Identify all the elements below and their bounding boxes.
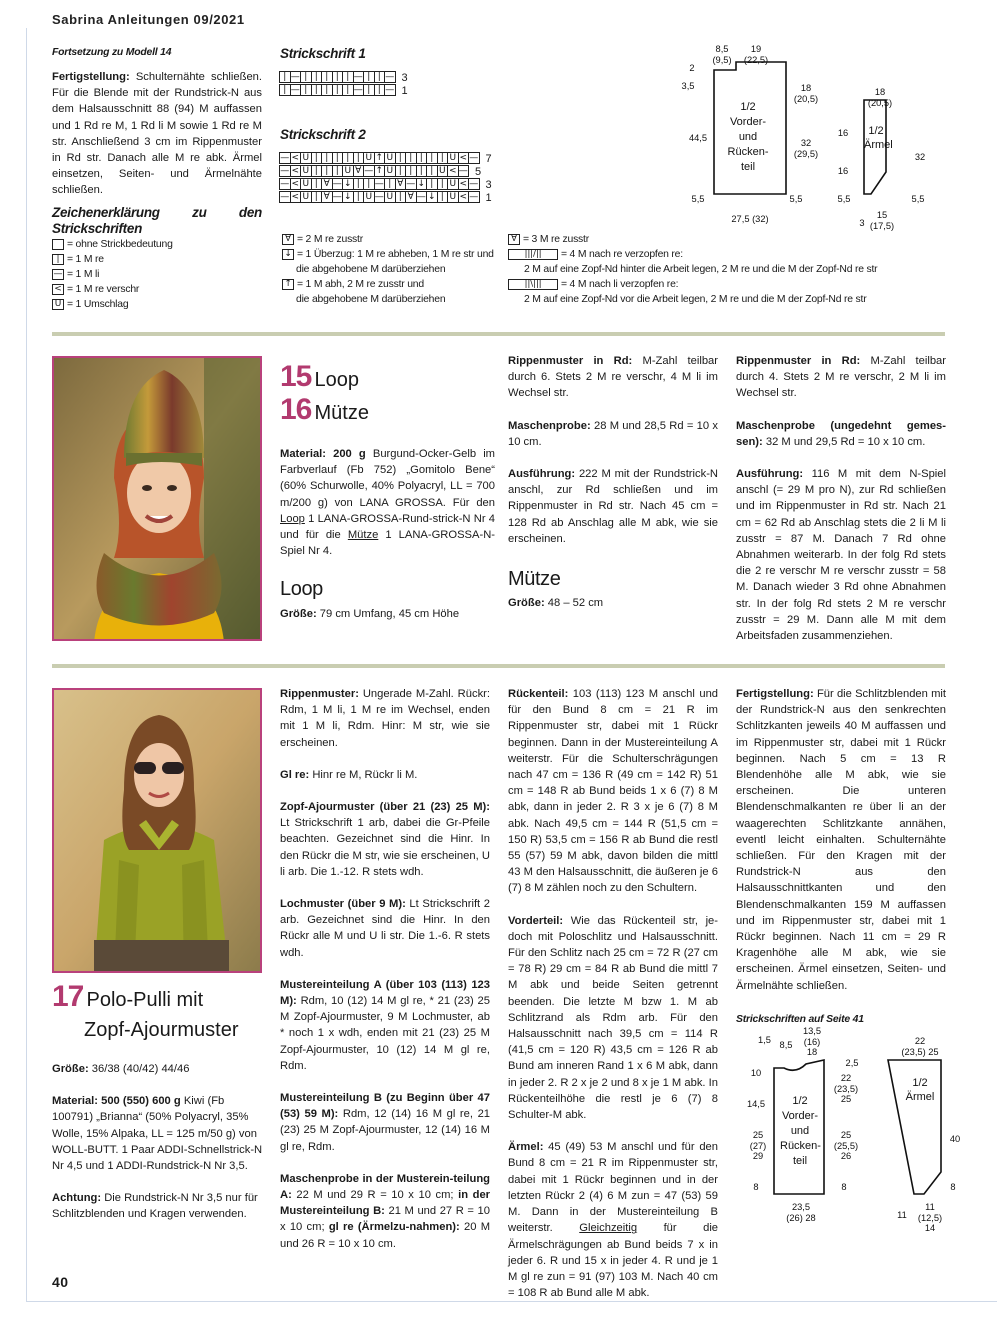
arrow-up-icon: ↑ bbox=[282, 279, 294, 290]
legend3-block bbox=[508, 232, 908, 307]
chart-cell: — bbox=[374, 179, 384, 190]
chart-cell: — bbox=[385, 72, 395, 83]
chart-cell: | bbox=[321, 71, 333, 83]
chart2-grid bbox=[280, 152, 496, 204]
chart-cell: — bbox=[469, 192, 479, 203]
chart-cell: U bbox=[342, 165, 354, 177]
dim-label: 25 (25,5) 26 bbox=[833, 1130, 859, 1161]
chart-cell: — bbox=[353, 85, 363, 96]
s15-loop-column bbox=[508, 353, 718, 611]
legend-sk2p: ↑ = 1 M abh, 2 M re zusstr und bbox=[282, 277, 522, 292]
chart-cell: — bbox=[280, 179, 290, 190]
dim-label: 11 bbox=[897, 1210, 907, 1220]
chart-cell: ↓ bbox=[417, 179, 426, 190]
legend-cable-right: |||/|| = 4 M nach re verzopfen re: bbox=[508, 247, 908, 262]
dim-label: 8,5 (9,5) bbox=[712, 44, 732, 65]
chart1-title: Strickschrift 1 bbox=[280, 46, 366, 61]
chart-cell: < bbox=[291, 192, 300, 203]
chart-cell: | bbox=[332, 84, 344, 96]
sleeve-text: Ärmel: 45 (49) 53 M anschl und für den Bund 8 cm = 21 R im Rippenmuster str, dabei mit 1 Rückr beginnen und in der letzten Rückr 2 (4) 6 M zun = 47 (53) 59 M. Dann in der Mustereinteilung B weiterstr. Gleichzeitig für die Ärmelschrägungen ab Bund beids 7 x in jeder 6. R und 15 x in jeder 4. R und je 1 M gl re zun = 91 (97) 103 M. Nach 40 cm = 108 R ab Bund alle M abk. bbox=[508, 1141, 719, 1300]
page-header: Sabrina Anleitungen 09/2021 bbox=[52, 12, 245, 27]
chart-cell: | bbox=[321, 84, 333, 96]
chart1-block bbox=[280, 46, 412, 97]
chart-row-number: 3 bbox=[485, 178, 492, 191]
cable-left-icon: ||\||| bbox=[508, 279, 558, 290]
chart-cell: U bbox=[384, 191, 396, 203]
chart-cell: — bbox=[364, 166, 374, 177]
chart-cell: | bbox=[321, 152, 333, 164]
continuation-column bbox=[52, 45, 262, 312]
s15-hat-column bbox=[736, 353, 946, 644]
page-number: 40 bbox=[52, 1274, 69, 1290]
finish-paragraph: Fertigstellung: Schulternähte schließen. Für die Blende mit der Rundstrick-N aus dem Halsausschnitt 88 (94) M auffassen und 1 Rd re M, 1 Rd li M sowie 1 Rd re M str. Anschließend 3 cm im Rippenmuster in Rd str. Danach alle M re abk. Ärmel einsetzen, Seiten- und Ärmelnähte schließen. bbox=[52, 71, 263, 197]
legend-cable-left-cont: 2 M auf eine Zopf-Nd vor die Arbeit legen, 2 M re und die M der Zopf-Nd re str bbox=[524, 294, 867, 305]
chart-cell: | bbox=[342, 84, 354, 96]
chart-cell: — bbox=[280, 192, 290, 203]
s17-gauge: Maschenprobe in der Musterein-teilung A: 22 M und 29 R = 10 x 10 cm; in der Mustereinteilung B: 21 M und 27 R = 10 x 10 cm; gl re (Ärmelzu-nahmen): 20 M und 26 R = 10 x 10 cm. bbox=[280, 1172, 491, 1250]
dim-label: 8 bbox=[841, 1182, 847, 1192]
s17-intro-column bbox=[52, 982, 267, 1223]
section-divider bbox=[52, 332, 945, 336]
chart-cell: | bbox=[279, 84, 291, 96]
s17-note: Achtung: Die Rundstrick-N Nr 3,5 nur für Schlitzblenden und Kragen verwenden. bbox=[52, 1192, 258, 1221]
stockinette: Gl re: Hinr re M, Rückr li M. bbox=[280, 768, 418, 781]
dim-label: 14,5 bbox=[746, 1099, 766, 1109]
dim-label: 25 (27) 29 bbox=[749, 1130, 767, 1161]
dim-label: 8 bbox=[950, 1182, 956, 1192]
rib-pattern: Rippenmuster: Ungerade M-Zahl. Rückr: Rdm, 1 M li, 1 M re im Wechsel, enden mit 1 M li, Rdm. Hinr: M str, wie sie erscheinen. bbox=[280, 688, 490, 749]
chart-cell: | bbox=[363, 178, 375, 190]
s15-title-column bbox=[280, 362, 495, 622]
chart-cell: — bbox=[280, 166, 290, 177]
dim-label: 32 bbox=[914, 152, 926, 162]
cable-right-icon: |||/|| bbox=[508, 249, 558, 260]
purl-stitch-icon: — bbox=[53, 269, 63, 280]
gauge-paragraph: Maschenprobe: 28 M und 28,5 Rd = 10 x 10 cm. bbox=[508, 419, 718, 448]
chart-cell: | bbox=[311, 191, 323, 203]
back-piece: Rückenteil: 103 (113) 123 M anschl und für den Bund 8 cm = 21 R im Rippenmuster str, dabei mit 1 Rückr beginnen. Dann in der Mustereinteilung A weiterstr. Für die Schulterschrägungen nach 47 cm = 136 R (49 cm = 142 R) 51 cm = 148 R ab Bund beids 1 x 6 (7) 8 M abk, dann in jeder 2. R 3 x je 6 (7) 8 M abk. Nach 49,5 cm = 144 R (51,5 cm = 150 R) 53,5 cm = 156 R ab Bund die restl 55 (57) 59 M abk, davon bilden die mittl 43 M den Halsausschnitt, die äußeren je 6 (7) 8 M zählen noch zu den Schultern. bbox=[508, 688, 719, 895]
s17-finish: Fertigstellung: Für die Schlitzblenden mit der Rundstrick-N aus den senkrechten Schlitzkanten jeweils 40 M auffassen und im Rippenmuster str, dabei mit 1 Rückr beginnen. Nach 5 cm = 13 R Blendenhöhe alle M abk, wie sie erscheinen. Die unteren Blendenschmalkanten re über li an der waagerechten Schlitzkante annähen, eventl leicht einhalten. Schulternähte schließen. Für den Kragen mit der Rundstrick-N aus den Halsausschnittkanten und den Blendenschmalkanten 159 M auffassen und im Rippenmuster str, dabei mit 1 Rückr beginnen. Nach 11 cm = 29 R Kragenhöhe alle M abk, wie sie erscheinen. Ärmel einsetzen, Seiten- und Ärmelnähte schließen. bbox=[736, 688, 947, 992]
dim-label: 19 (22,5) bbox=[743, 44, 769, 65]
chart-cell: | bbox=[353, 178, 365, 190]
dim-label: 15 (17,5) bbox=[869, 210, 895, 231]
chart-row bbox=[280, 84, 412, 97]
chart-cell: ∀ bbox=[405, 191, 417, 203]
chart-cell: | bbox=[395, 191, 407, 203]
chart-cell: | bbox=[311, 71, 323, 83]
exec2-paragraph: Ausführung: 116 M mit dem N-Spiel anschl (= 29 M pro N), zur Rd schließen und im Rippenmuster in Rd str. Nach 21 cm = 62 Rd ab Anschlag stets die 2 li M li zusstr = 87 M. Danach 7 Rd ohne Abnahmen weiterarb. In der folg Rd stets die 2 re verschr M re verschr zusstr = 58 M. Danach wieder 3 Rd ohne Abnahmen str. In der folg Rd stets 2 M re verschr zusstr = 29 M. Dann alle M mit dem Arbeitsfaden zusammenziehen. bbox=[736, 468, 947, 643]
chart-cell: | bbox=[332, 165, 344, 177]
s17-col2 bbox=[280, 686, 490, 1252]
chart-cell: < bbox=[459, 153, 468, 164]
legend-yarnover: U = 1 Umschlag bbox=[52, 297, 262, 312]
chart-cell: | bbox=[332, 152, 344, 164]
title-17-line2: Zopf-Ajourmuster bbox=[84, 1019, 239, 1041]
chart-row-number: 5 bbox=[475, 165, 482, 178]
chart-cell: | bbox=[311, 165, 323, 177]
arrow-down-icon: ↓ bbox=[282, 249, 294, 260]
title-17: 17 Polo-Pulli mit bbox=[52, 980, 204, 1013]
chart-cell: — bbox=[332, 192, 342, 203]
k2tog-icon: ∀ bbox=[282, 234, 294, 245]
eyelet-pattern: Lochmuster (über 9 M): Lt Strickschrift 2 arb. Gezeichnet sind die Hinr. In den Rückr alle M und U li str. Die 1.-6. R stets wdh. bbox=[280, 898, 490, 959]
knit-stitch-icon: | bbox=[52, 254, 64, 265]
dim-label: 3,5 bbox=[681, 81, 695, 91]
title-15: 15 Loop bbox=[280, 360, 359, 393]
chart-cell: — bbox=[469, 153, 479, 164]
sleeve-piece-label: 1/2 Ärmel bbox=[864, 125, 893, 151]
sleeve-piece-label-2: 1/2 Ärmel bbox=[905, 1077, 935, 1103]
hat-title: Mütze bbox=[508, 568, 561, 591]
dim-label: 22 (23,5) 25 bbox=[833, 1073, 859, 1104]
chart-cell: U bbox=[384, 152, 396, 164]
woman-pullover-image bbox=[54, 690, 262, 973]
photo-polo-pullover bbox=[52, 688, 262, 973]
chart-row bbox=[280, 191, 496, 204]
chart-cell: | bbox=[363, 84, 375, 96]
chart-cell: < bbox=[291, 179, 300, 190]
dim-label: 5,5 bbox=[691, 194, 705, 204]
chart-cell: — bbox=[353, 72, 363, 83]
chart-cell: < bbox=[291, 166, 300, 177]
title-16: 16 Mütze bbox=[280, 393, 369, 426]
dim-label: 44,5 bbox=[688, 133, 708, 143]
woman-loop-image bbox=[54, 358, 262, 641]
dim-label: 5,5 bbox=[911, 194, 925, 204]
chart-cell: U bbox=[437, 165, 449, 177]
chart-cell: | bbox=[384, 178, 396, 190]
s17-material: Material: 500 (550) 600 g Kiwi (Fb 100791) „Brianna“ (50% Polyacryl, 35% Wolle, 15% Alpaka, LL = 125 m/50 g) von WOLL-BUTT. 1 Paar ADDI-Schnellstrick-N Nr 4,5 und 1 ADDI-Rundstrick-N Nr 3,5. bbox=[52, 1095, 263, 1173]
legend2-block bbox=[282, 232, 522, 307]
chart-reference: Strickschriften auf Seite 41 bbox=[736, 1013, 864, 1025]
legend-empty: = ohne Strickbedeutung bbox=[52, 237, 262, 252]
dim-label: 13,5 (16) 18 bbox=[802, 1026, 822, 1057]
dim-label: 3 bbox=[859, 218, 865, 228]
chart-cell: — bbox=[469, 179, 479, 190]
dim-label: 27,5 (32) bbox=[731, 214, 769, 224]
chart-cell: | bbox=[374, 84, 386, 96]
dim-label: 2,5 bbox=[845, 1058, 859, 1068]
chart-cell: ∀ bbox=[353, 165, 365, 177]
gauge2-paragraph: Maschenprobe (ungedehnt gemes-sen): 32 M und 29,5 Rd = 10 x 10 cm. bbox=[736, 419, 946, 448]
loop-title: Loop bbox=[280, 578, 323, 601]
chart-cell: | bbox=[311, 84, 323, 96]
chart-cell: ↓ bbox=[343, 179, 352, 190]
legend-cable-left: ||\||| = 4 M nach li verzopfen re: bbox=[508, 277, 908, 292]
dim-label: 5,5 bbox=[837, 194, 851, 204]
chart-cell: | bbox=[353, 152, 365, 164]
chart-cell: U bbox=[447, 191, 459, 203]
chart-cell: | bbox=[311, 178, 323, 190]
chart-cell: — bbox=[406, 179, 416, 190]
photo-loop-hat bbox=[52, 356, 262, 641]
legend-ssk: ↓ = 1 Überzug: 1 M re abheben, 1 M re str und bbox=[282, 247, 522, 262]
s17-size: Größe: 36/38 (40/42) 44/46 bbox=[52, 1063, 190, 1075]
dim-label: 40 bbox=[949, 1134, 961, 1144]
chart-cell: U bbox=[363, 191, 375, 203]
chart-cell: — bbox=[290, 72, 300, 83]
chart-cell: ↓ bbox=[427, 192, 436, 203]
chart-cell: | bbox=[332, 71, 344, 83]
dim-label: 11 (12,5) 14 bbox=[917, 1202, 943, 1233]
dim-label: 32 (29,5) bbox=[793, 138, 819, 159]
chart-cell: U bbox=[384, 165, 396, 177]
chart-cell: < bbox=[448, 166, 457, 177]
chart-cell: — bbox=[458, 166, 468, 177]
chart-row-number: 1 bbox=[485, 191, 492, 204]
chart-cell: < bbox=[459, 179, 468, 190]
legend-twisted: < = 1 M re verschr bbox=[52, 282, 262, 297]
chart-cell: — bbox=[290, 85, 300, 96]
chart-cell: | bbox=[342, 71, 354, 83]
chart-cell: U bbox=[300, 165, 312, 177]
chart-row-number: 3 bbox=[401, 71, 408, 84]
chart-cell: | bbox=[416, 165, 428, 177]
chart-cell: — bbox=[374, 192, 384, 203]
layout-a: Mustereinteilung A (über 103 (113) 123 M): Rdm, 10 (12) 14 M gl re, * 21 (23) 25 M Zopf-Ajourmuster, 9 M Lochmuster, ab * noch 1 x wdh, enden mit 21 (23) 25 M Zopf-Ajourmuster, 10 (12) 14 M gl re, Rdm. bbox=[280, 978, 490, 1072]
chart-cell: U bbox=[300, 191, 312, 203]
legend-ssk-cont: die abgehobene M darüberziehen bbox=[296, 264, 446, 275]
chart-cell: | bbox=[426, 178, 438, 190]
rib2-paragraph: Rippenmuster in Rd: M-Zahl teilbar durch 4. Stets 2 M re verschr, 2 M li im Wechsel str. bbox=[736, 355, 947, 400]
s17-col4 bbox=[736, 686, 946, 1027]
chart-cell: ↑ bbox=[375, 166, 384, 177]
dim-label: 8,5 bbox=[779, 1040, 793, 1050]
yarn-over-icon: U bbox=[52, 299, 64, 310]
chart-cell: | bbox=[405, 152, 417, 164]
hat-size: Größe: 48 – 52 cm bbox=[508, 597, 604, 610]
material-paragraph: Material: 200 g Burgund-Ocker-Gelb im Farbverlauf (Fb 752) „Gomitolo Bene“ (60% Schurwolle, 40% Polyacryl, LL = 700 m/200 g) von LANA GROSSA. Für den Loop 1 LANA-GROSSA-Rund-strick-N Nr 4 und für die Mütze 1 LANA-GROSSA-N-Spiel Nr 4. bbox=[280, 448, 496, 558]
chart-cell: | bbox=[321, 165, 333, 177]
chart-cell: | bbox=[395, 152, 407, 164]
s17-col3 bbox=[508, 686, 718, 1301]
chart-cell: | bbox=[374, 71, 386, 83]
section-divider bbox=[52, 664, 945, 668]
dim-label: 1,5 bbox=[758, 1035, 771, 1045]
chart-row bbox=[280, 178, 496, 191]
chart-cell: U bbox=[447, 178, 459, 190]
chart-cell: | bbox=[300, 84, 312, 96]
chart-cell: ∀ bbox=[321, 178, 333, 190]
body-piece-label: 1/2 Vorder- und Rücken- teil bbox=[727, 101, 769, 173]
chart-cell: — bbox=[280, 153, 290, 164]
schematic-bottom bbox=[736, 1024, 966, 1234]
chart-cell: — bbox=[332, 179, 342, 190]
chart-cell: | bbox=[416, 152, 428, 164]
chart-row bbox=[280, 152, 496, 165]
chart-cell: | bbox=[311, 152, 323, 164]
chart1-grid bbox=[280, 71, 412, 97]
chart-cell: | bbox=[395, 165, 407, 177]
chart-row-number: 7 bbox=[485, 152, 492, 165]
chart-cell: U bbox=[300, 178, 312, 190]
dim-label: 16 bbox=[837, 166, 849, 176]
legend-title: Zeichenerklärung zu den Strickschriften bbox=[52, 204, 262, 236]
chart-row bbox=[280, 71, 412, 84]
chart-cell: | bbox=[405, 165, 417, 177]
schematic-top bbox=[676, 42, 936, 232]
dim-label: 22 (23,5) 25 bbox=[901, 1036, 939, 1057]
chart2-title: Strickschrift 2 bbox=[280, 127, 366, 142]
dim-label: 16 bbox=[837, 128, 849, 138]
dim-label: 5,5 bbox=[789, 194, 803, 204]
legend-k2tog: ∀ = 2 M re zusstr bbox=[282, 232, 522, 247]
chart-cell: | bbox=[437, 152, 449, 164]
twisted-stitch-icon: < bbox=[52, 284, 64, 295]
front-piece: Vorderteil: Wie das Rückenteil str, je-doch mit Poloschlitz und Halsausschnitt. Für den Schlitz nach 25 cm = 72 R (27 cm = 78 R) 29 cm = 84 R ab Bund die mittl 7 M abk und beide Seiten getrennt beenden. Die letzte M bzw 1. M ab Schlitzrand als Rdm arb. Für den Halsausschnitt nach 39,5 cm = 114 R (41,5 cm = 120 R) 43,5 cm = 126 R ab Bund am inneren Rand 1 x 6 M abk, dann in jeder 2. R 2 x je 2 und 8 x je 1 M abk. In Rückenteilhöhe die restl je 6 (7) 8 Schulter-M abk. bbox=[508, 914, 719, 1122]
dim-label: 23,5 (26) 28 bbox=[786, 1202, 816, 1223]
legend-sk2p-cont: die abgehobene M darüberziehen bbox=[296, 294, 446, 305]
empty-cell-icon bbox=[52, 239, 64, 250]
chart-cell: ∀ bbox=[321, 191, 333, 203]
legend-k3tog: ∀ = 3 M re zusstr bbox=[508, 232, 908, 247]
chart-cell: — bbox=[416, 192, 426, 203]
chart-cell: | bbox=[353, 191, 365, 203]
chart2-block bbox=[280, 127, 496, 204]
rib-paragraph: Rippenmuster in Rd: M-Zahl teilbar durch 6. Stets 2 M re verschr, 4 M li im Wechsel str. bbox=[508, 355, 719, 400]
dim-label: 2 bbox=[689, 63, 695, 73]
chart-cell: | bbox=[300, 71, 312, 83]
chart-cell: | bbox=[437, 191, 449, 203]
legend-cable-right-cont: 2 M auf eine Zopf-Nd hinter die Arbeit legen, 2 M re und die M der Zopf-Nd re str bbox=[524, 264, 878, 275]
exec-paragraph: Ausführung: 222 M mit der Rundstrick-N anschl, zur Rd schließen und im Rippenmuster in Rd str. Nach 45 cm = 128 Rd ab Anschlag alle M abk, wie sie erscheinen. bbox=[508, 468, 719, 545]
chart-cell: ↓ bbox=[343, 192, 352, 203]
cable-lace-pattern: Zopf-Ajourmuster (über 21 (23) 25 M): Lt Strickschrift 1 arb, dabei die Gr-Pfeile beachten. Gezeichnet sind die Hinr. In den Rückr die M str, wie sie erscheinen, U li arb. Die 1.-12. R stets wdh. bbox=[280, 801, 490, 878]
dim-label: 18 (20,5) bbox=[793, 83, 819, 104]
body-piece-label-2: 1/2 Vorder- und Rücken- teil bbox=[780, 1095, 821, 1167]
k3tog-icon: ∀ bbox=[508, 234, 520, 245]
layout-b: Mustereinteilung B (zu Beginn über 47 (53) 59 M): Rdm, 12 (14) 16 M gl re, 21 (23) 25 M Zopf-Ajourmuster, 12 (14) 16 M gl re, Rdm. bbox=[280, 1092, 491, 1153]
loop-size: Größe: 79 cm Umfang, 45 cm Höhe bbox=[280, 607, 460, 620]
chart-row bbox=[280, 165, 496, 178]
legend-purl: — = 1 M li bbox=[53, 269, 100, 281]
chart-cell: < bbox=[291, 153, 300, 164]
chart-cell: | bbox=[279, 71, 291, 83]
chart-row-number: 1 bbox=[401, 84, 408, 97]
chart-cell: | bbox=[437, 178, 449, 190]
chart-cell: U bbox=[300, 152, 312, 164]
chart-cell: | bbox=[426, 165, 438, 177]
dim-label: 8 bbox=[753, 1182, 759, 1192]
legend-knit: | = 1 M re bbox=[52, 252, 262, 267]
chart-cell: ∀ bbox=[395, 178, 407, 190]
chart-cell: U bbox=[447, 152, 459, 164]
chart-cell: ↑ bbox=[375, 153, 384, 164]
chart-cell: | bbox=[363, 71, 375, 83]
dim-label: 18 (20,5) bbox=[867, 87, 893, 108]
chart-cell: < bbox=[459, 192, 468, 203]
chart-cell: — bbox=[385, 85, 395, 96]
chart-cell: | bbox=[426, 152, 438, 164]
continuation-label: Fortsetzung zu Modell 14 bbox=[52, 47, 172, 58]
chart-cell: U bbox=[363, 152, 375, 164]
dim-label: 10 bbox=[750, 1068, 762, 1078]
chart-cell: | bbox=[342, 152, 354, 164]
